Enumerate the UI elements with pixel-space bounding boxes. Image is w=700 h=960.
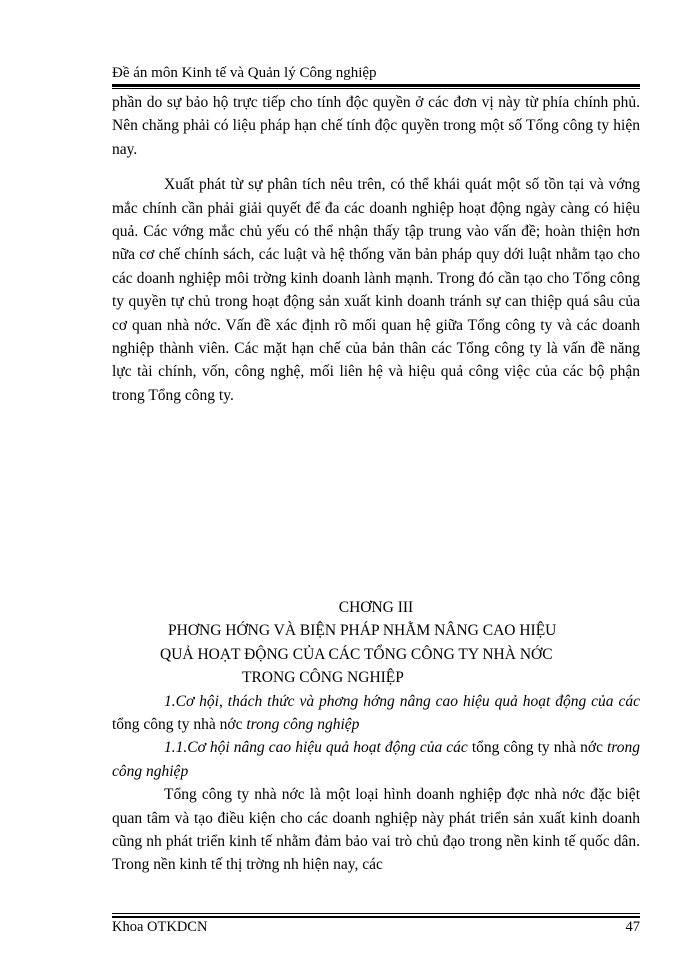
chapter-section (112, 596, 640, 877)
section-1-1-heading (112, 736, 640, 783)
chapter-heading-line-1: PHƠNG HỚNG VÀ BIỆN PHÁP NHẰM NÂNG CAO HIỆU (168, 622, 557, 640)
section-1-tail: trong công nghiệp (246, 716, 360, 734)
body-text (112, 91, 640, 407)
header-rule-thin (112, 88, 640, 89)
header-rule (112, 84, 640, 87)
footer-department: Khoa OTKDCN (112, 919, 208, 935)
section-1-1-italic: 1.1.Cơ hội nâng cao hiệu quả hoạt động của các (164, 739, 468, 757)
paragraph-2: Xuất phát từ sự phân tích nêu trên, có thể khái quát một số tồn tại và vớng mắc chính cần phải giải quyết để đa các doanh nghiệp hoạt động ngày càng có hiệu quả. Các vớng mắc chủ yếu có thể nhận thấy tập trung vào vấn đề; hoàn thiện hơn nữa cơ chế chính sách, các luật và hệ thống văn bản pháp quy dới luật nhằm tạo cho các doanh nghiệp môi trờng kinh doanh lành mạnh. Trong đó cần tạo cho Tổng công ty quyền tự chủ trong hoạt động sản xuất kinh doanh tránh sự can thiệp quá sâu của cơ quan nhà nớc. Vấn đề xác định rõ mối quan hệ giữa Tổng công ty và các doanh nghiệp thành viên. Các mặt hạn chế của bản thân các Tổng công ty là vấn đề năng lực tài chính, vốn, công nghệ, mối liên hệ và hiệu quả công việc của các bộ phận trong Tổng công ty. (112, 176, 640, 404)
section-1-1-tail: trong công nghiệp (112, 739, 640, 780)
page-header: Đề án môn Kinh tế và Quản lý Công nghiệp (112, 65, 377, 81)
paragraph-1: phần do sự bảo hộ trực tiếp cho tính độc quyền ở các đơn vị này từ phía chính phủ. Nên chăng phải có liệu pháp hạn chế tính độc quyền trong một số Tổng công ty hiện nay. (112, 94, 640, 158)
section-1-1-plain: tổng công ty nhà nớc (467, 739, 607, 757)
section-1-heading (112, 690, 640, 737)
paragraph-3: Tổng công ty nhà nớc là một loại hình doanh nghiệp đợc nhà nớc đặc biệt quan tâm và tạo điều kiện cho các doanh nghiệp này phát triển sản xuất kinh doanh cũng nh phát triển kinh tế nhằm đảm bảo vai trò chủ đạo trong nền kinh tế quốc dân. Trong nền kinh tế thị trờng nh hiện nay, các (112, 786, 640, 874)
chapter-heading-line-3: TRONG CÔNG NGHIỆP (242, 669, 404, 687)
page-number: 47 (625, 919, 640, 935)
chapter-heading-line-2: QUẢ HOẠT ĐỘNG CỦA CÁC TỔNG CÔNG TY NHÀ NỚC (160, 645, 553, 663)
section-1-italic: 1.Cơ hội, thách thức và phơng hớng nâng cao hiệu quả hoạt động của các (164, 692, 640, 710)
section-1-plain: tổng công ty nhà nớc (112, 716, 247, 734)
chapter-number: CHƠNG III (338, 599, 414, 616)
footer-rule-thin (112, 913, 640, 914)
